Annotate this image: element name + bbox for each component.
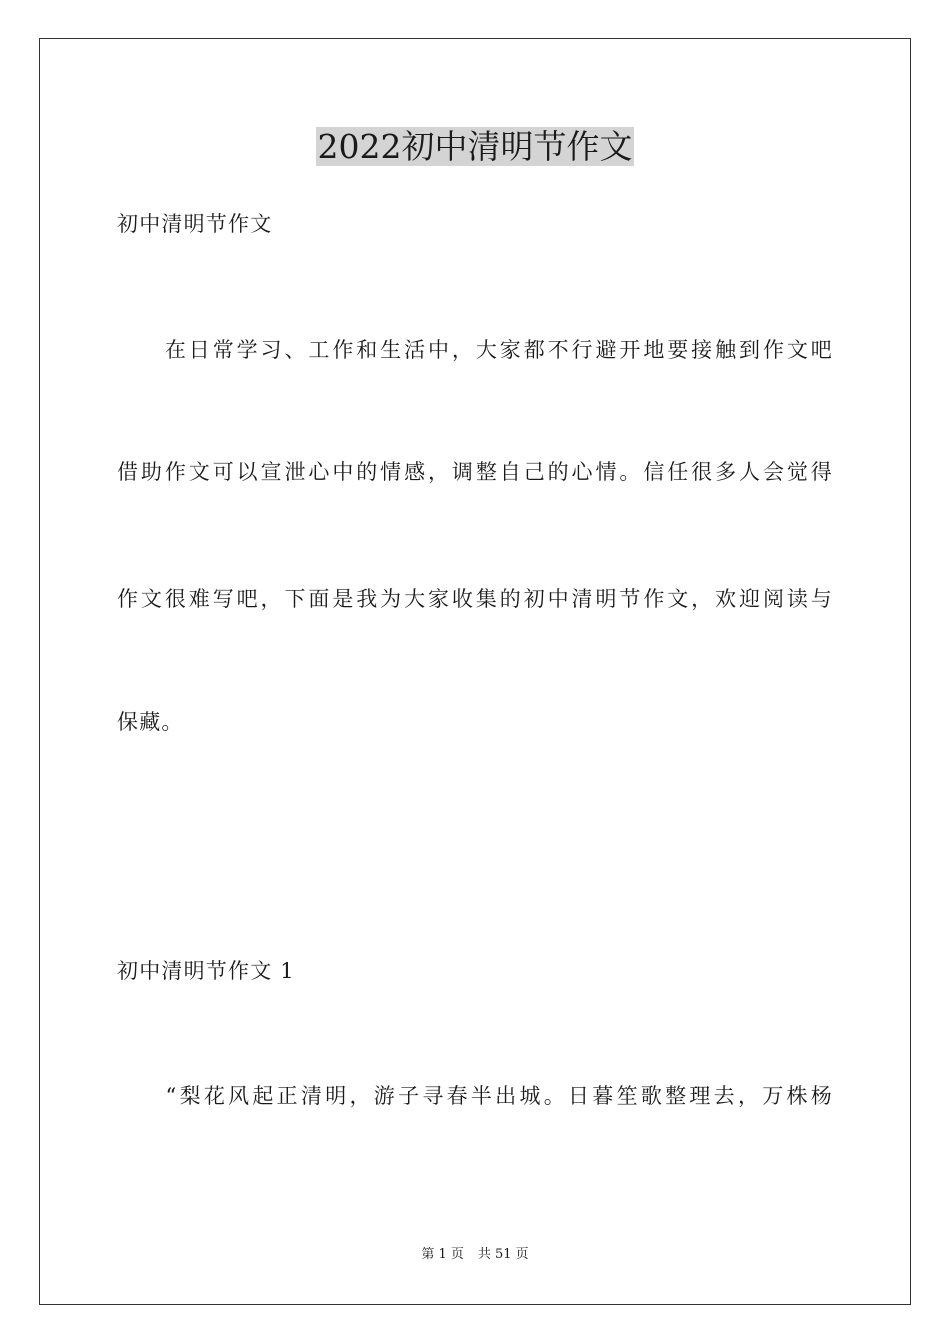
section-1-heading: 初中清明节作文 1 [117, 959, 295, 983]
document-title [0, 124, 950, 170]
footer-page-total: 共 51 页 [477, 1247, 529, 1262]
paragraph-1-line-3: 作文很难写吧，下面是我为大家收集的初中清明节作文，欢迎阅读与 [117, 587, 833, 611]
paragraph-1-line-1: 在日常学习、工作和生活中，大家都不行避开地要接触到作文吧 [117, 338, 833, 362]
paragraph-1-line-2: 借助作文可以宣泄心中的情感，调整自己的心情。信任很多人会觉得 [117, 460, 833, 484]
document-subtitle: 初中清明节作文 [117, 212, 273, 236]
footer-page-current: 第 1 页 [421, 1247, 464, 1262]
paragraph-2-line-1: “梨花风起正清明，游子寻春半出城。日暮笙歌整理去，万株杨 [117, 1084, 833, 1108]
paragraph-1-line-4: 保藏。 [117, 710, 184, 734]
page-footer [0, 1246, 950, 1264]
document-title-text: 2022初中清明节作文 [317, 127, 633, 166]
